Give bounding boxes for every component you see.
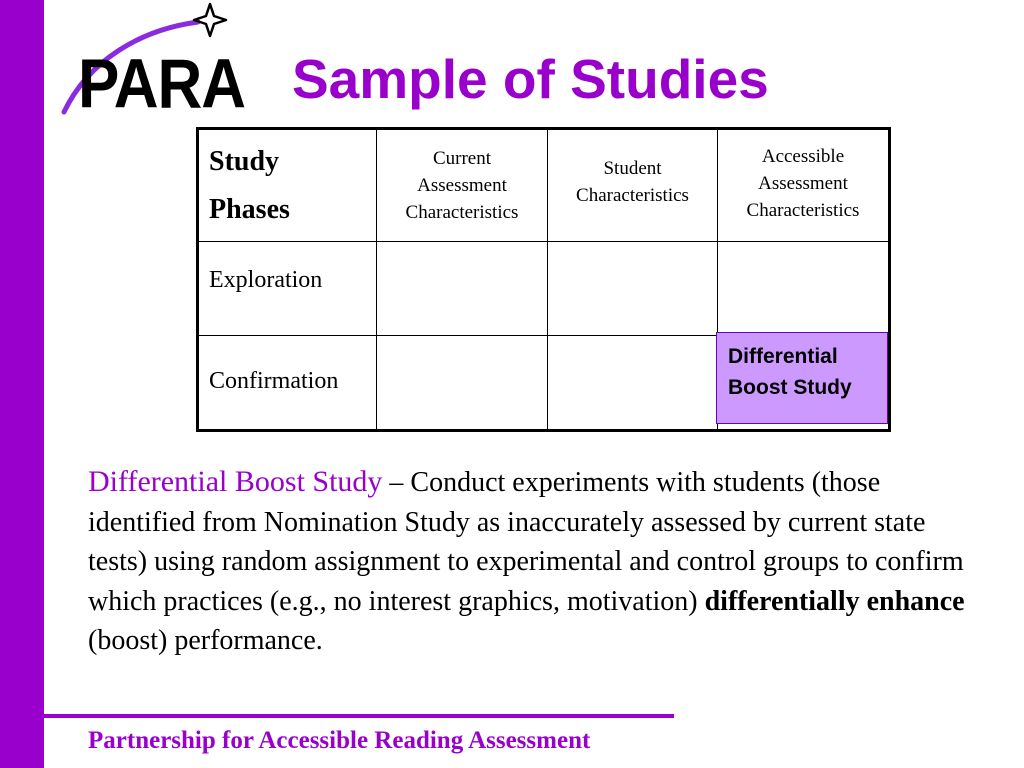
row-label-exploration: Exploration [198,242,377,336]
description-emphasis: differentially enhance [704,585,965,617]
column-header-line: Characteristics [405,202,519,223]
logo-wordmark: PARA [78,46,246,124]
highlight-line1: Differential [728,345,838,368]
table-row [198,242,890,336]
column-header-line: Assessment [758,173,848,194]
table-cell [718,242,890,336]
footer-text: Partnership for Accessible Reading Assessment [88,727,591,754]
highlight-line2: Boost Study [728,376,852,399]
column-header-line: Assessment [417,175,507,196]
left-accent-bar [0,0,44,768]
phases-header-line1: Study [209,146,280,177]
footer-divider [44,714,674,718]
row-label-confirmation: Confirmation [198,336,377,431]
differential-boost-highlight [716,332,888,424]
column-header-line: Accessible [761,146,845,167]
description-text-1: – Conduct experiments with students (those identified from Nomination Study as inaccurately assessed by current state tests) using random assignment to experimental and control groups to confirm which practices (e.g., no interest graphics, motivation) [88,467,964,617]
table-cell [548,336,718,431]
column-header-student [548,129,718,242]
phases-header-cell [198,129,377,242]
column-header-line: Current [432,148,492,169]
column-header-line: Characteristics [576,184,689,206]
column-header-current-assessment [377,129,548,242]
column-header-line: Characteristics [746,200,860,221]
para-logo [58,2,248,124]
table-cell [377,242,548,336]
table-cell [377,336,548,431]
column-header-accessible-assessment [718,129,890,242]
slide-title: Sample of Studies [292,48,769,110]
column-header-line: Student [603,157,662,179]
description-lead: Differential Boost Study [88,465,383,498]
phases-header-line2: Phases [209,194,290,225]
table-header-row [198,129,890,242]
table-cell [548,242,718,336]
study-description [88,462,978,661]
description-text-2: (boost) performance. [88,625,323,656]
